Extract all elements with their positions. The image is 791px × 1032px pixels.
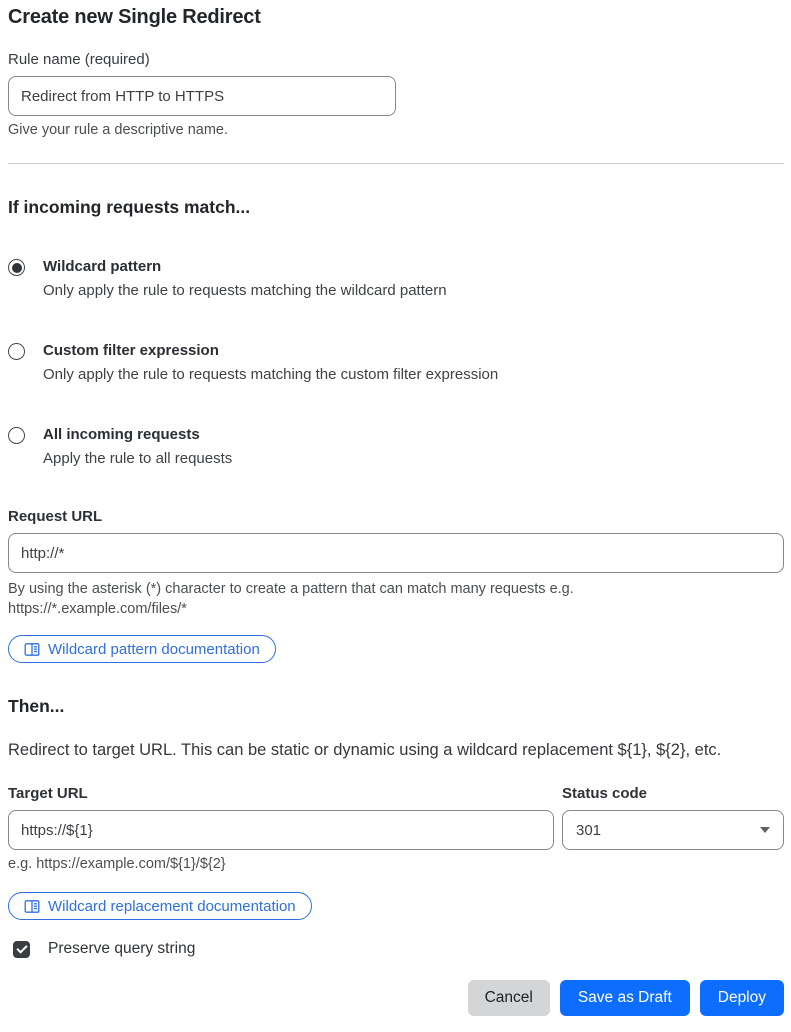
- radio-texts: [43, 258, 447, 300]
- request-url-input[interactable]: [8, 533, 784, 573]
- preserve-query-label: Preserve query string: [48, 940, 196, 957]
- match-section-heading: If incoming requests match...: [8, 197, 251, 217]
- cancel-button[interactable]: Cancel: [468, 980, 550, 1016]
- radio-option-all-requests[interactable]: [8, 426, 784, 468]
- deploy-button[interactable]: Deploy: [700, 980, 784, 1016]
- request-url-help: [8, 579, 784, 619]
- rule-name-help: Give your rule a descriptive name.: [8, 122, 229, 138]
- radio-description: Apply the rule to all requests: [43, 450, 233, 467]
- target-status-row: [8, 785, 784, 874]
- radio-description: Only apply the rule to requests matching the custom filter expression: [43, 366, 499, 383]
- radio-label: Custom filter expression: [43, 342, 219, 359]
- preserve-query-row[interactable]: [8, 940, 784, 958]
- status-code-value: 301: [576, 821, 602, 839]
- rule-name-input[interactable]: [8, 76, 396, 116]
- radio-texts: [43, 426, 232, 468]
- target-url-column: [8, 785, 554, 874]
- radio-option-custom-filter[interactable]: [8, 342, 784, 384]
- book-open-icon: [24, 899, 40, 914]
- radio-label: All incoming requests: [43, 426, 200, 443]
- preserve-query-checkbox[interactable]: [13, 941, 30, 958]
- target-url-help: e.g. https://example.com/${1}/${2}: [8, 856, 226, 872]
- doc-button-label: Wildcard pattern documentation: [48, 640, 260, 658]
- request-url-label: Request URL: [8, 508, 103, 525]
- radio-label: Wildcard pattern: [43, 258, 162, 275]
- chevron-down-icon: [760, 827, 770, 833]
- radio-option-wildcard-pattern[interactable]: [8, 258, 784, 300]
- book-open-icon: [24, 642, 40, 657]
- request-url-help-line2: https://*.example.com/files/*: [8, 601, 187, 617]
- status-code-label: Status code: [562, 785, 648, 802]
- request-url-help-line1: By using the asterisk (*) character to create a pattern that can match many requests e.g.: [8, 581, 574, 597]
- radio-texts: [43, 342, 498, 384]
- rule-name-label: Rule name (required): [8, 51, 150, 68]
- target-url-label: Target URL: [8, 785, 88, 802]
- footer-actions: [8, 980, 784, 1016]
- section-divider: [8, 163, 784, 164]
- status-code-select[interactable]: [562, 810, 784, 850]
- wildcard-pattern-doc-button[interactable]: [8, 635, 276, 663]
- status-code-column: [562, 785, 784, 874]
- wildcard-pattern-radio[interactable]: [8, 259, 25, 276]
- radio-description: Only apply the rule to requests matching the wildcard pattern: [43, 282, 447, 299]
- custom-filter-radio[interactable]: [8, 343, 25, 360]
- save-as-draft-button[interactable]: Save as Draft: [560, 980, 690, 1016]
- wildcard-replacement-doc-button[interactable]: [8, 892, 312, 920]
- doc-button-label: Wildcard replacement documentation: [48, 897, 296, 915]
- then-section-heading: Then...: [8, 696, 65, 716]
- all-requests-radio[interactable]: [8, 427, 25, 444]
- target-url-input[interactable]: [8, 810, 554, 850]
- then-description: Redirect to target URL. This can be static or dynamic using a wildcard replacement ${1}, ${2}, etc.: [8, 741, 722, 759]
- page-title: Create new Single Redirect: [8, 6, 261, 28]
